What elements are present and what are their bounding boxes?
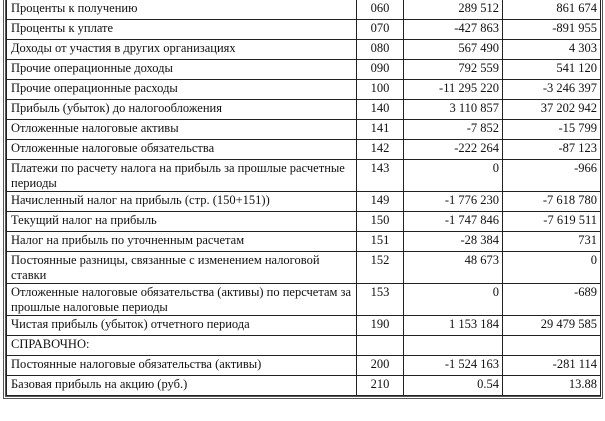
current-period-value: 792 559 — [404, 60, 503, 80]
table-row — [7, 160, 601, 192]
row-code: 142 — [357, 140, 404, 160]
table-row — [7, 336, 601, 356]
table-row — [7, 0, 601, 20]
row-code: 140 — [357, 100, 404, 120]
table-row — [7, 376, 601, 396]
current-period-value: 289 512 — [404, 0, 503, 20]
current-period-value: 0 — [404, 160, 503, 192]
previous-period-value: 861 674 — [503, 0, 601, 20]
table-row — [7, 356, 601, 376]
previous-period-value: 0 — [503, 252, 601, 284]
current-period-value: 3 110 857 — [404, 100, 503, 120]
table-row — [7, 192, 601, 212]
table-row — [7, 316, 601, 336]
row-label: Отложенные налоговые обязательства — [7, 140, 357, 160]
current-period-value: -11 295 220 — [404, 80, 503, 100]
previous-period-value: -7 619 511 — [503, 212, 601, 232]
current-period-value: 0 — [404, 284, 503, 316]
table-row — [7, 232, 601, 252]
current-period-value: -427 863 — [404, 20, 503, 40]
current-period-value: -1 747 846 — [404, 212, 503, 232]
current-period-value: -222 264 — [404, 140, 503, 160]
row-label: Прибыль (убыток) до налогообложения — [7, 100, 357, 120]
row-label: Платежи по расчету налога на прибыль за прошлые расчетные периоды — [7, 160, 357, 192]
table-row — [7, 284, 601, 316]
table-row — [7, 120, 601, 140]
row-code: 151 — [357, 232, 404, 252]
table-row — [7, 252, 601, 284]
row-label: Текущий налог на прибыль — [7, 212, 357, 232]
previous-period-value: -87 123 — [503, 140, 601, 160]
current-period-value: -7 852 — [404, 120, 503, 140]
row-code: 143 — [357, 160, 404, 192]
row-label: Постоянные разницы, связанные с изменением налоговой ставки — [7, 252, 357, 284]
row-code: 060 — [357, 0, 404, 20]
table-row — [7, 100, 601, 120]
current-period-value: 48 673 — [404, 252, 503, 284]
previous-period-value: -281 114 — [503, 356, 601, 376]
row-label: Отложенные налоговые обязательства (активы) по персчетам за прошлые налоговые периоды — [7, 284, 357, 316]
row-label: Прочие операционные расходы — [7, 80, 357, 100]
row-label: Отложенные налоговые активы — [7, 120, 357, 140]
row-label: Базовая прибыль на акцию (руб.) — [7, 376, 357, 396]
row-code: 141 — [357, 120, 404, 140]
previous-period-value: 4 303 — [503, 40, 601, 60]
previous-period-value: -3 246 397 — [503, 80, 601, 100]
current-period-value — [404, 336, 503, 356]
previous-period-value: 731 — [503, 232, 601, 252]
table-row — [7, 212, 601, 232]
row-label: Чистая прибыль (убыток) отчетного периода — [7, 316, 357, 336]
row-label: Проценты к уплате — [7, 20, 357, 40]
row-label: Начисленный налог на прибыль (стр. (150+151)) — [7, 192, 357, 212]
row-code: 200 — [357, 356, 404, 376]
table-row — [7, 40, 601, 60]
table-row — [7, 80, 601, 100]
previous-period-value: 541 120 — [503, 60, 601, 80]
row-code: 152 — [357, 252, 404, 284]
row-label: СПРАВОЧНО: — [7, 336, 357, 356]
row-code: 210 — [357, 376, 404, 396]
row-label: Прочие операционные доходы — [7, 60, 357, 80]
previous-period-value: -15 799 — [503, 120, 601, 140]
previous-period-value: -966 — [503, 160, 601, 192]
current-period-value: -1 524 163 — [404, 356, 503, 376]
row-code: 153 — [357, 284, 404, 316]
previous-period-value: 37 202 942 — [503, 100, 601, 120]
previous-period-value: -891 955 — [503, 20, 601, 40]
current-period-value: 567 490 — [404, 40, 503, 60]
row-label: Доходы от участия в других организациях — [7, 40, 357, 60]
row-code: 190 — [357, 316, 404, 336]
previous-period-value: -7 618 780 — [503, 192, 601, 212]
row-code: 080 — [357, 40, 404, 60]
table-row — [7, 20, 601, 40]
row-label: Постоянные налоговые обязательства (активы) — [7, 356, 357, 376]
row-label: Проценты к получению — [7, 0, 357, 20]
previous-period-value: 29 479 585 — [503, 316, 601, 336]
previous-period-value: -689 — [503, 284, 601, 316]
previous-period-value: 13.88 — [503, 376, 601, 396]
row-code: 100 — [357, 80, 404, 100]
current-period-value: 1 153 184 — [404, 316, 503, 336]
row-code: 149 — [357, 192, 404, 212]
profit-loss-table — [6, 0, 601, 396]
current-period-value: -1 776 230 — [404, 192, 503, 212]
current-period-value: 0.54 — [404, 376, 503, 396]
financial-report-table-frame — [3, 0, 603, 399]
row-code — [357, 336, 404, 356]
row-label: Налог на прибыль по уточненным расчетам — [7, 232, 357, 252]
table-row — [7, 60, 601, 80]
row-code: 090 — [357, 60, 404, 80]
row-code: 070 — [357, 20, 404, 40]
row-code: 150 — [357, 212, 404, 232]
current-period-value: -28 384 — [404, 232, 503, 252]
previous-period-value — [503, 336, 601, 356]
table-row — [7, 140, 601, 160]
